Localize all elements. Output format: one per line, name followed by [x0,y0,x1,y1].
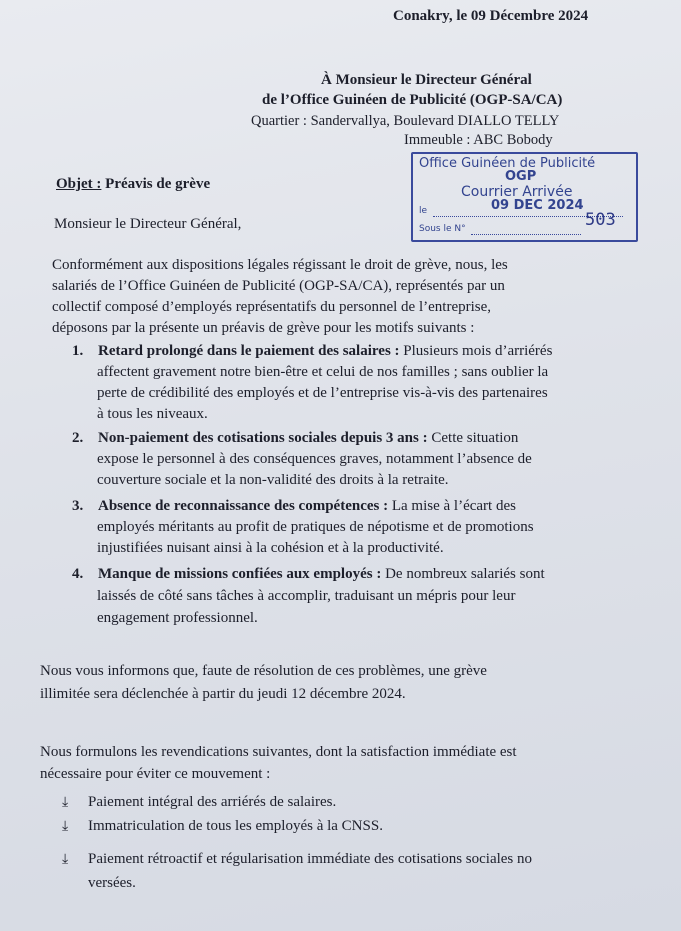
demands-intro-line-2: nécessaire pour éviter ce mouvement : [40,766,271,782]
greeting: Monsieur le Directeur Général, [54,216,242,232]
reason-text: Plusieurs mois d’arriérés [399,343,553,359]
notice-line-2: illimitée sera déclenchée à partir du jeudi 12 décembre 2024. [40,686,406,702]
reception-stamp [411,152,638,242]
recipient-line-4: Immeuble : ABC Bobody [404,132,553,148]
demand-3 [62,851,532,868]
stamp-le-label: le [419,206,428,216]
arrow-down-bullet-icon: ⤓ [62,794,69,810]
reason-4-line-2: laissés de côté sans tâches à accomplir, traduisant un mépris pour leur [97,588,516,604]
reason-3 [72,498,516,515]
reason-number: 1. [72,343,84,359]
demand-2 [62,818,383,835]
reason-1-line-2: affectent gravement notre bien-être et celui de nos familles ; sans oublier la [97,364,549,380]
stamp-title: Courrier Arrivée [461,184,573,200]
notice-line-1: Nous vous informons que, faute de résolution de ces problèmes, une grève [40,663,487,679]
reason-4 [72,566,545,583]
date-line: Conakry, le 09 Décembre 2024 [393,8,589,24]
reason-text: Cette situation [427,430,519,446]
reason-title: Absence de reconnaissance des compétences : [98,498,389,514]
reason-number: 2. [72,430,84,446]
reason-1-line-3: perte de crédibilité des employés et de l’entreprise vis-à-vis des partenaires [97,385,548,401]
stamp-date: 09 DEC 2024 [491,198,584,213]
reason-title: Manque de missions confiées aux employés : [98,566,382,582]
intro-line-3: collectif composé d’employés représentatifs du personnel de l’entreprise, [52,299,492,315]
reason-3-line-2: employés méritants au profit de pratiques de népotisme et de promotions [97,519,534,535]
recipient-line-3: Quartier : Sandervallya, Boulevard DIALLO TELLY [251,113,560,129]
reason-2-line-2: expose le personnel à des conséquences graves, notamment l’absence de [97,451,532,467]
demand-text: Paiement rétroactif et régularisation immédiate des cotisations sociales no [88,851,533,867]
reason-1-line-4: à tous les niveaux. [97,406,208,422]
stamp-number-line [471,234,581,235]
reason-title: Non-paiement des cotisations sociales depuis 3 ans : [98,430,428,446]
recipient-line-2: de l’Office Guinéen de Publicité (OGP-SA/CA) [262,92,563,108]
reason-2 [72,430,518,447]
reason-4-line-3: engagement professionnel. [97,610,258,626]
stamp-acronym: OGP [505,169,537,184]
reason-title: Retard prolongé dans le paiement des salaires : [98,343,400,359]
recipient-line-1: À Monsieur le Directeur Général [321,72,532,88]
reason-text: La mise à l’écart des [388,498,516,514]
demand-text: Paiement intégral des arriérés de salaires. [88,794,337,810]
reason-text: De nombreux salariés sont [381,566,545,582]
arrow-down-bullet-icon: ⤓ [62,818,69,834]
reason-3-line-3: injustifiées nuisant ainsi à la cohésion et à la productivité. [97,540,444,556]
intro-line-1: Conformément aux dispositions légales régissant le droit de grève, nous, les [52,257,508,273]
arrow-down-bullet-icon: ⤓ [62,851,69,867]
stamp-number: 503 [585,210,616,230]
reason-2-line-3: couverture sociale et la non-validité des droits à la retraite. [97,472,449,488]
reason-number: 3. [72,498,84,514]
reason-1 [72,343,552,360]
stamp-number-label: Sous le N° [419,224,466,234]
subject-text: Préavis de grève [105,176,211,192]
demand-3-line-2: versées. [88,875,136,891]
subject-label: Objet : [56,176,102,192]
demands-intro-line-1: Nous formulons les revendications suivantes, dont la satisfaction immédiate est [40,744,517,760]
intro-line-2: salariés de l’Office Guinéen de Publicité (OGP-SA/CA), représentés par un [52,278,505,294]
demand-1 [62,794,336,811]
demand-text: Immatriculation de tous les employés à la CNSS. [88,818,383,834]
intro-line-4: déposons par la présente un préavis de grève pour les motifs suivants : [52,320,475,336]
reason-number: 4. [72,566,84,582]
subject-line [56,176,210,193]
stamp-org: Office Guinéen de Publicité [419,156,596,171]
